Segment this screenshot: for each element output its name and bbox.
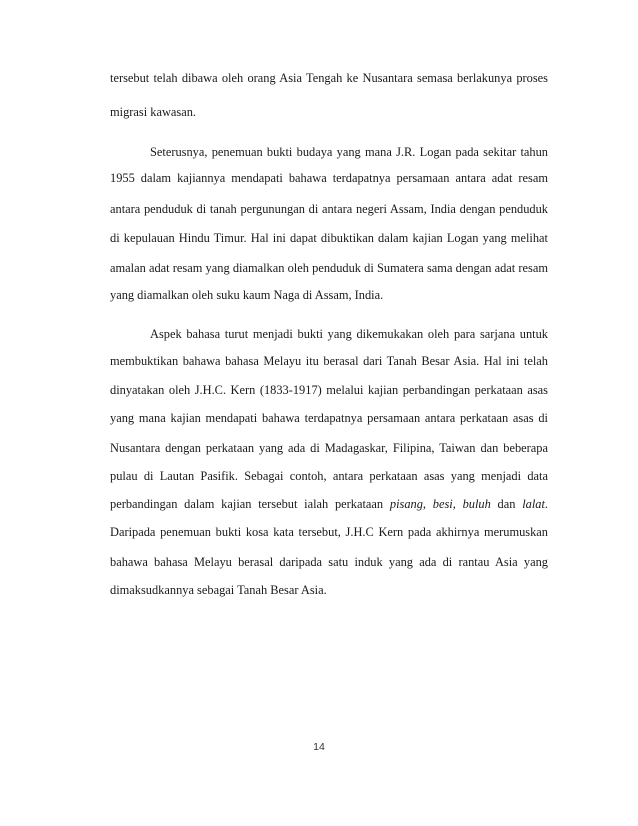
separator: dan [490, 497, 523, 511]
separator: , [422, 497, 433, 511]
line-text-before: perbandingan dalam kajian tersebut ialah perkataan [110, 497, 390, 511]
paragraph-3-line-2: membuktikan bahawa bahasa Melayu itu berasal dari Tanah Besar Asia. Hal ini telah [110, 354, 548, 368]
italic-word-pisang: pisang [389, 497, 423, 511]
paragraph-3-line-3: dinyatakan oleh J.H.C. Kern (1833-1917) melalui kajian perbandingan perkataan asas [110, 383, 548, 397]
paragraph-3-line-6: pulau di Lautan Pasifik. Sebagai contoh, antara perkataan asas yang menjadi data [110, 469, 548, 483]
page-number: 14 [313, 741, 325, 753]
italic-word-besi: besi [432, 497, 453, 511]
paragraph-3-line-5: Nusantara dengan perkataan yang ada di Madagaskar, Filipina, Taiwan dan beberapa [110, 441, 548, 455]
italic-word-buluh: buluh [462, 497, 491, 511]
paragraph-2-line-4: di kepulauan Hindu Timur. Hal ini dapat dibuktikan dalam kajian Logan yang melihat [110, 231, 548, 245]
paragraph-3-line-8: Daripada penemuan bukti kosa kata tersebut, J.H.C Kern pada akhirnya merumuskan [110, 525, 548, 539]
paragraph-2-line-2: 1955 dalam kajiannya mendapati bahawa terdapatnya persamaan antara adat resam [110, 171, 548, 185]
paragraph-3-line-9: bahawa bahasa Melayu berasal daripada satu induk yang ada di rantau Asia yang [110, 555, 548, 569]
paragraph-1-line-1: tersebut telah dibawa oleh orang Asia Tengah ke Nusantara semasa berlakunya proses [110, 71, 548, 85]
paragraph-2-line-5: amalan adat resam yang diamalkan oleh penduduk di Sumatera sama dengan adat resam [110, 261, 548, 275]
separator: , [452, 497, 463, 511]
paragraph-3-line-10: dimaksudkannya sebagai Tanah Besar Asia. [110, 583, 327, 597]
paragraph-2-line-3: antara penduduk di tanah pergunungan di antara negeri Assam, India dengan penduduk [110, 202, 548, 216]
paragraph-1-line-2: migrasi kawasan. [110, 105, 197, 119]
paragraph-3-line-1: Aspek bahasa turut menjadi bukti yang dikemukakan oleh para sarjana untuk [150, 327, 548, 341]
line-text-after: . [544, 497, 549, 511]
paragraph-2-line-1: Seterusnya, penemuan bukti budaya yang mana J.R. Logan pada sekitar tahun [150, 145, 548, 159]
italic-word-lalat: lalat [522, 497, 545, 511]
paragraph-3-line-4: yang mana kajian mendapati bahawa terdapatnya persamaan antara perkataan asas di [110, 411, 548, 425]
paragraph-2-line-6: yang diamalkan oleh suku kaum Naga di Assam, India. [110, 288, 384, 302]
paragraph-3-line-7 [110, 496, 548, 512]
